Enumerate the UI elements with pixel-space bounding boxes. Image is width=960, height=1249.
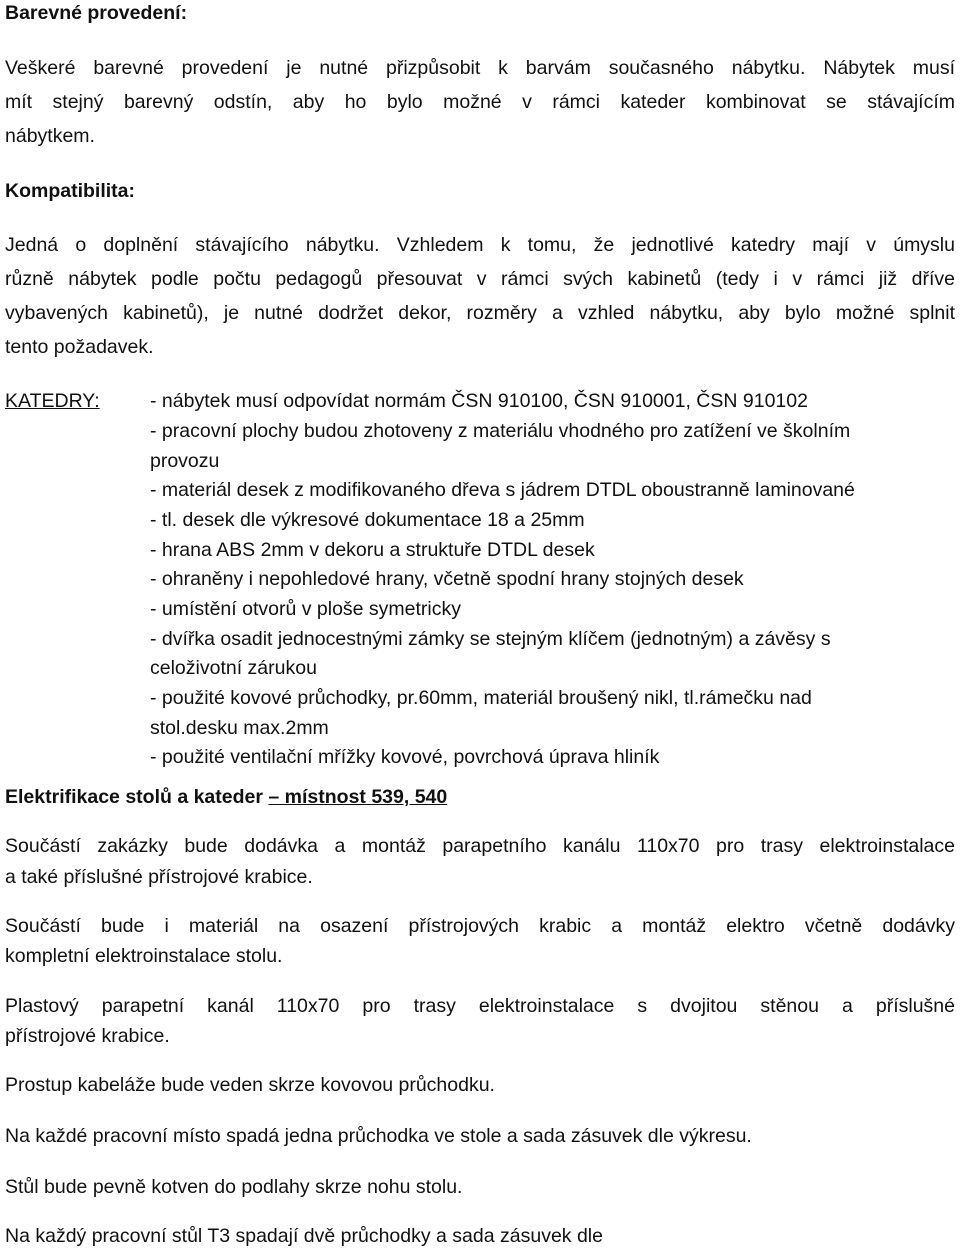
katedry-label: KATEDRY: [5,390,100,412]
compat-text-line-3: vybavených kabinetů), je nutné dodržet dekor, rozměry a vzhled nábytku, aby bylo možné splnit [5,302,955,324]
elektro-para-2-line-2: kompletní elektroinstalace stolu. [5,945,283,967]
color-text-line-3: nábytkem. [5,125,95,147]
katedry-item: - ohraněny i nepohledové hrany, včetně spodní hrany stojných desek [150,568,744,590]
katedry-item: - tl. desek dle výkresové dokumentace 18 a 25mm [150,509,585,531]
katedry-item: - použité kovové průchodky, pr.60mm, materiál broušený nikl, tl.rámečku nad [150,687,812,709]
katedry-item: celoživotní zárukou [150,657,317,679]
elektro-heading-part2: – místnost 539, 540 [268,786,448,808]
katedry-item: - umístění otvorů v ploše symetricky [150,598,462,620]
katedry-item: stol.desku max.2mm [150,717,329,739]
elektro-para-6: Stůl bude pevně kotven do podlahy skrze nohu stolu. [5,1176,463,1198]
elektro-para-1-line-2: a také příslušné přístrojové krabice. [5,866,313,888]
elektro-para-4: Prostup kabeláže bude veden skrze kovovou průchodku. [5,1074,495,1096]
katedry-item: - materiál desek z modifikovaného dřeva s jádrem DTDL oboustranně laminované [150,479,855,501]
katedry-item: - použité ventilační mřížky kovové, povrchová úprava hliník [150,746,660,768]
compat-text-line-2: různě nábytek podle počtu pedagogů přesouvat v rámci svých kabinetů (tedy i v rámci již dříve [5,268,955,290]
compat-text-line-4: tento požadavek. [5,336,154,358]
katedry-item: - dvířka osadit jednocestnými zámky se stejným klíčem (jednotným) a závěsy s [150,628,831,650]
elektro-heading [5,784,447,810]
color-text-line-1: Veškeré barevné provedení je nutné přizpůsobit k barvám současného nábytku. Nábytek musí [5,57,955,79]
elektro-para-5: Na každé pracovní místo spadá jedna průchodka ve stole a sada zásuvek dle výkresu. [5,1125,752,1147]
elektro-para-1-line-1: Součástí zakázky bude dodávka a montáž parapetního kanálu 110x70 pro trasy elektroinstalace [5,835,955,857]
elektro-para-2-line-1: Součástí bude i materiál na osazení přístrojových krabic a montáž elektro včetně dodávky [5,915,955,937]
compat-text-line-1: Jedná o doplnění stávajícího nábytku. Vzhledem k tomu, že jednotlivé katedry mají v úmyslu [5,234,955,256]
elektro-para-7: Na každý pracovní stůl T3 spadají dvě průchodky a sada zásuvek dle [5,1225,603,1247]
color-text-line-2: mít stejný barevný odstín, aby ho bylo možné v rámci kateder kombinovat se stávajícím [5,91,955,113]
elektro-para-3-line-1: Plastový parapetní kanál 110x70 pro trasy elektroinstalace s dvojitou stěnou a příslušné [5,995,955,1017]
katedry-item: - pracovní plochy budou zhotoveny z materiálu vhodného pro zatížení ve školním [150,420,851,442]
elektro-heading-part1: Elektrifikace stolů a kateder [5,786,263,808]
katedry-item: provozu [150,450,220,472]
elektro-para-3-line-2: přístrojové krabice. [5,1025,170,1047]
katedry-item: - hrana ABS 2mm v dekoru a struktuře DTDL desek [150,539,595,561]
compat-heading: Kompatibilita: [5,180,135,202]
color-heading: Barevné provedení: [5,2,188,24]
katedry-item: - nábytek musí odpovídat normám ČSN 910100, ČSN 910001, ČSN 910102 [150,390,808,412]
